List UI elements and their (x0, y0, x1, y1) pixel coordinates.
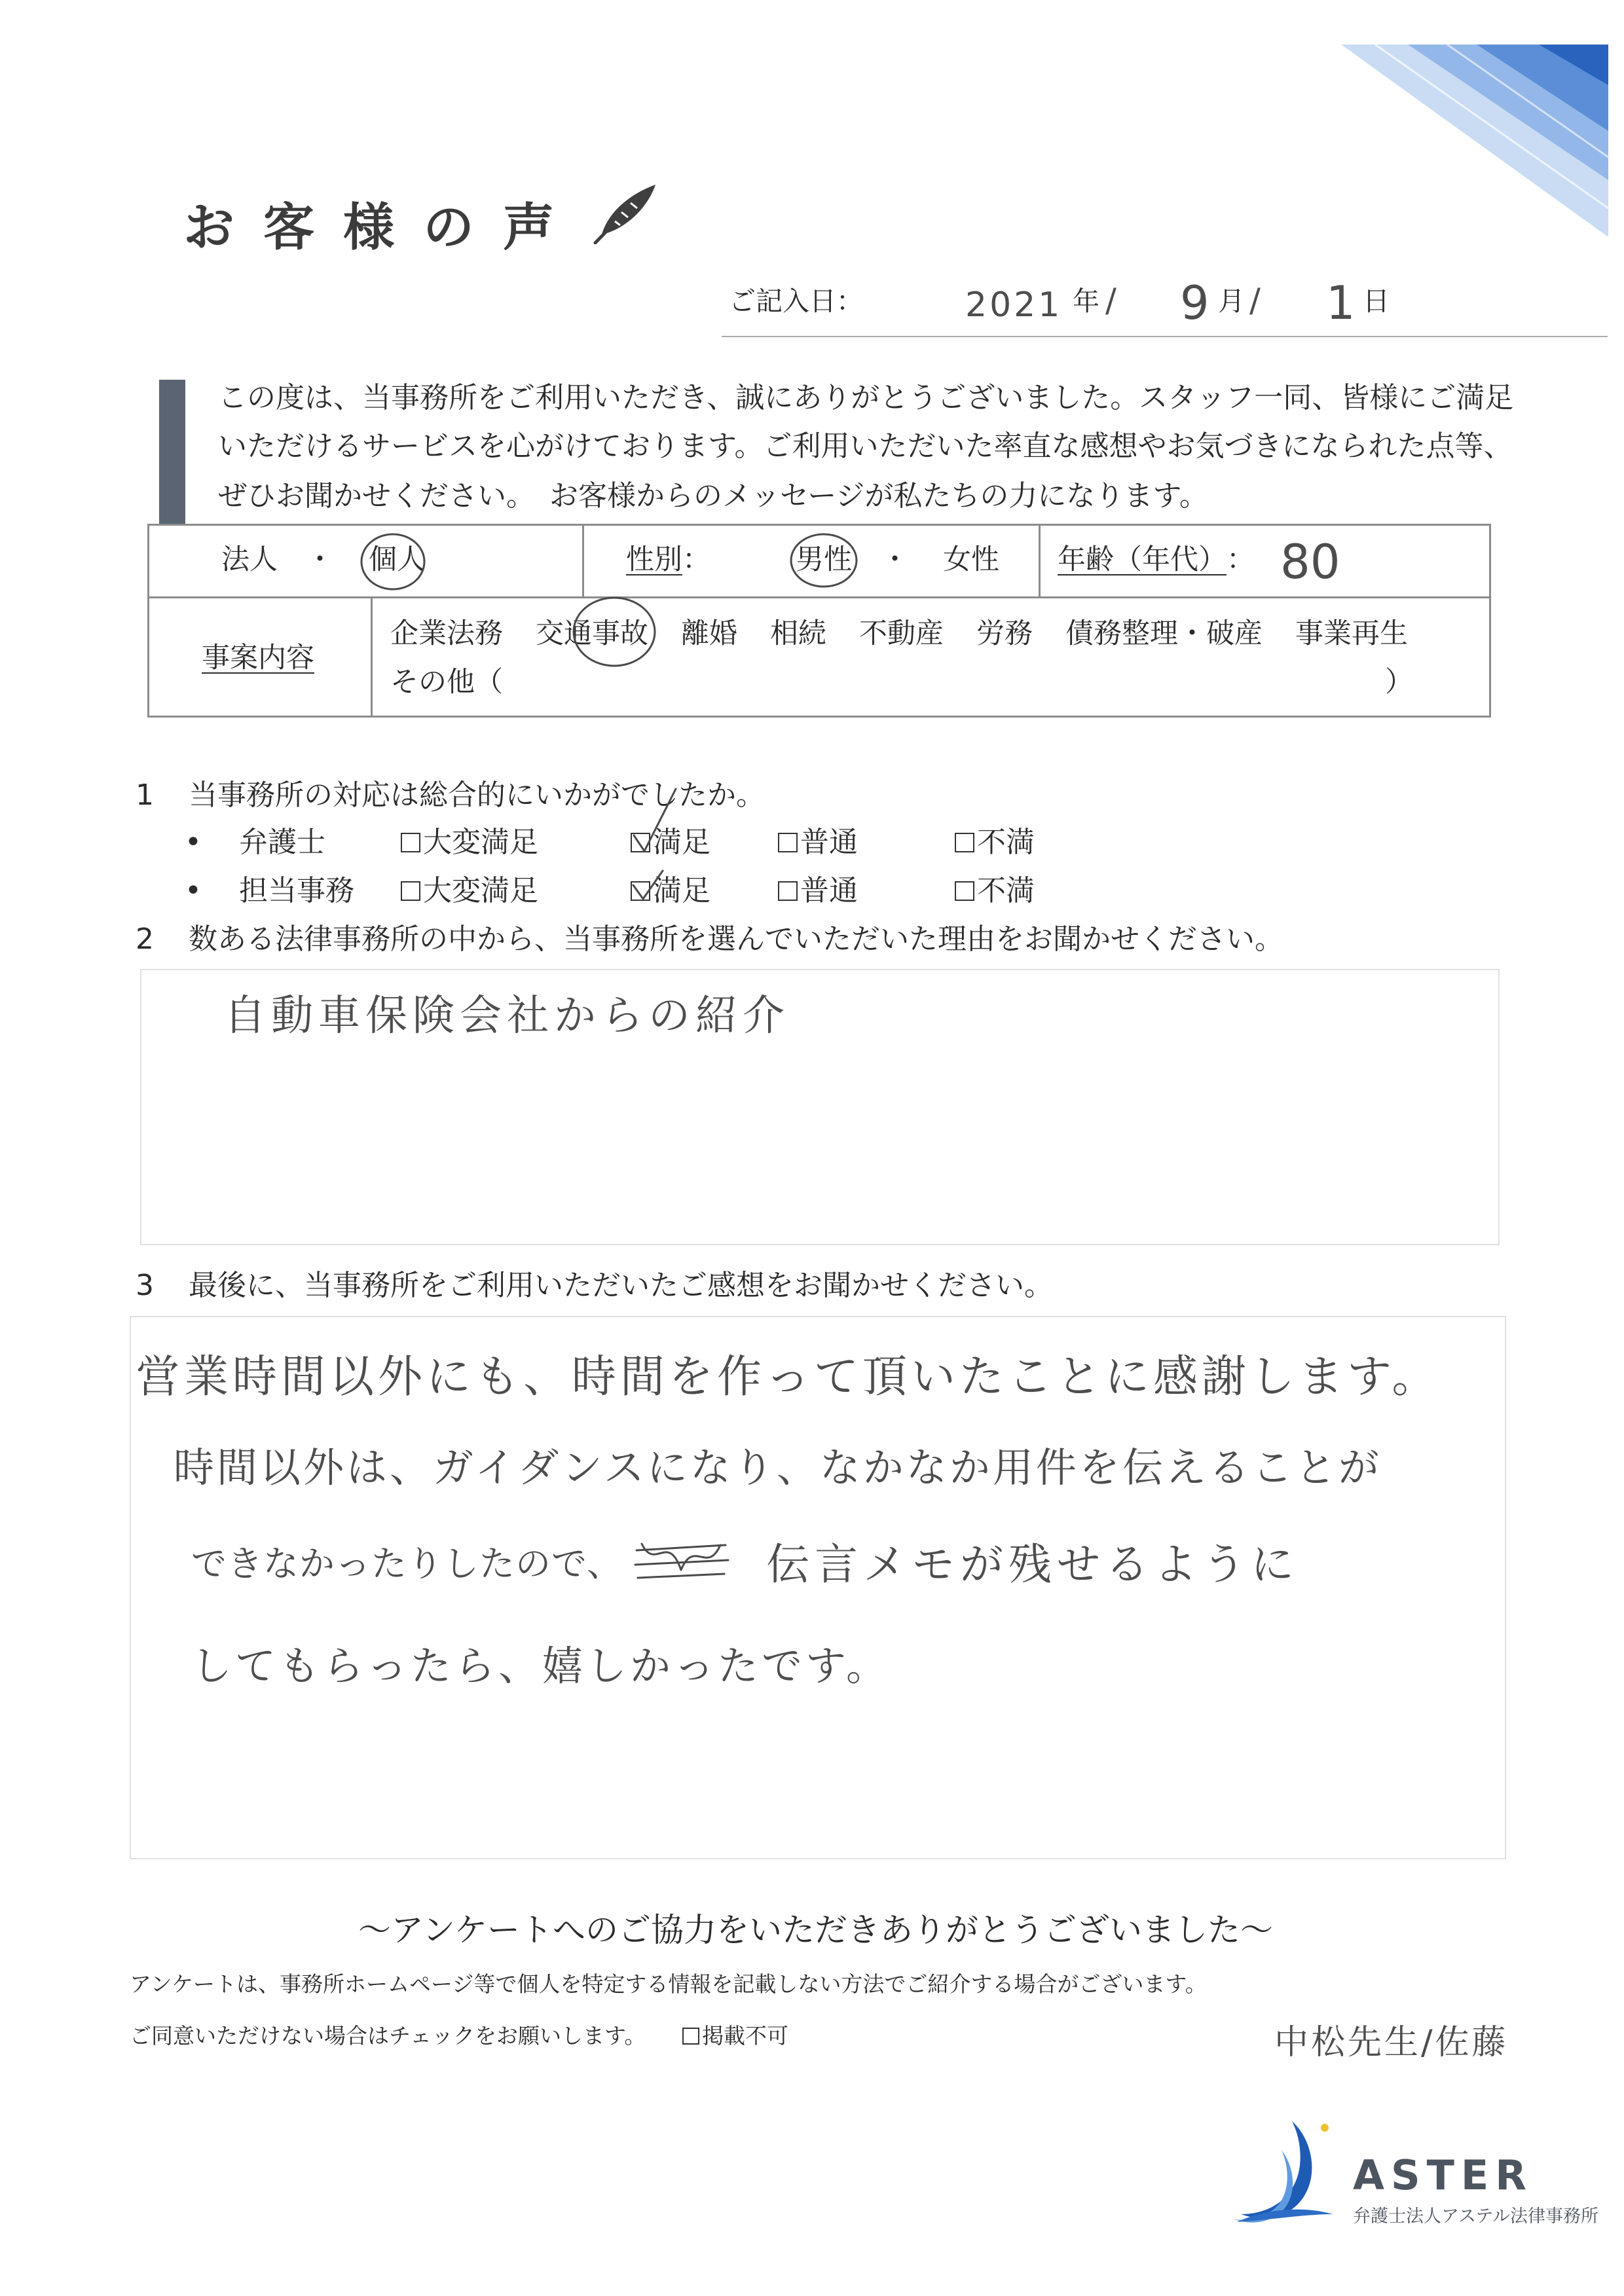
opt-out-label: 掲載不可 (702, 2023, 788, 2049)
table-divider (582, 524, 584, 597)
rating-option-label: 大変満足 (423, 874, 538, 907)
checkbox[interactable] (778, 881, 798, 901)
rating-option-label: 普通 (800, 874, 858, 907)
page-title: お客様の声 (183, 198, 583, 257)
rating-option-label: 不満 (977, 874, 1035, 907)
table-divider (371, 597, 373, 718)
case-option: 相続 (770, 617, 826, 650)
date-month-unit: 月 (1218, 285, 1245, 317)
question-text: 数ある法律事務所の中から、当事務所を選んでいただいた理由をお聞かせください。 (189, 922, 1283, 956)
case-option: 交通事故 (536, 617, 648, 650)
rating-option-label: 普通 (800, 826, 858, 859)
bullet: • (185, 826, 202, 859)
gender-option-male: 男性 (796, 543, 852, 576)
feather-icon (593, 182, 658, 244)
table-divider (147, 596, 1491, 598)
gender-label: 性別 (626, 543, 682, 576)
date-day-value: 1 (1326, 276, 1356, 330)
checkbox[interactable] (631, 833, 650, 852)
checkbox[interactable] (401, 833, 420, 852)
case-option: 不動産 (859, 617, 944, 650)
rating-option-label: 満足 (653, 826, 710, 859)
date-label: ご記入日： (729, 285, 863, 317)
question-text: 最後に、当事務所をご利用いただいたご感想をお聞かせください。 (189, 1269, 1053, 1302)
handwritten-answer-line: 営業時間以外にも、時間を作って頂いたことに感謝します。 (136, 1351, 1441, 1403)
entity-option-individual: 個人 (369, 543, 425, 576)
case-option: 事業再生 (1295, 617, 1408, 650)
table-divider (1039, 524, 1041, 597)
case-option: 債務整理・破産 (1065, 617, 1263, 650)
gender-field-label (626, 543, 710, 576)
handwritten-answer-line: 伝言メモが残せるように (766, 1539, 1299, 1590)
thanks-message: ～アンケートへのご協力をいただきありがとうございました～ (358, 1911, 1273, 1949)
question-number: 1 (136, 778, 154, 812)
rating-option (401, 874, 538, 907)
intro-line: いただけるサービスを心がけております。ご利用いただいた率直な感想やお気づきになられた点等、 (218, 429, 1513, 463)
date-day-unit: 日 (1363, 285, 1390, 317)
entity-option-corporate: 法人 (221, 543, 278, 576)
gender-separator: ・ (881, 543, 909, 576)
rating-option (778, 828, 858, 857)
rating-option-label: 満足 (653, 874, 710, 907)
aster-swoosh-icon (1234, 2116, 1336, 2227)
intro-line: ぜひお聞かせください。 お客様からのメッセージが私たちの力になります。 (218, 479, 1208, 513)
corner-decoration (1336, 39, 1611, 242)
case-option: 企業法務 (390, 617, 503, 650)
rating-option (955, 874, 1035, 907)
rating-option-label: 大変満足 (423, 826, 538, 859)
rating-option (955, 828, 1035, 857)
case-type-label: 事案内容 (202, 642, 314, 674)
question-text: 当事務所の対応は総合的にいかがでしたか。 (189, 778, 765, 812)
date-year-value: 2021 (965, 285, 1063, 325)
rating-option (631, 828, 710, 857)
checkbox[interactable] (955, 833, 974, 852)
checkbox[interactable] (778, 833, 798, 852)
bullet: • (185, 874, 202, 907)
date-slash: / (1105, 282, 1116, 319)
consent-notice: ご同意いただけない場合はチェックをお願いします。 (130, 2023, 646, 2049)
gender-colon: ： (682, 543, 710, 576)
date-year-unit: 年 (1073, 285, 1099, 317)
age-value: 80 (1280, 534, 1340, 589)
rating-option (401, 828, 538, 857)
date-underline (722, 336, 1608, 337)
rating-option-label: 不満 (977, 826, 1035, 859)
intro-accent-bar (159, 380, 185, 524)
staff-note: 中松先生/佐藤 (1274, 2023, 1509, 2062)
intro-line: この度は、当事務所をご利用いただき、誠にありがとうございました。スタッフ一同、皆様にご満足 (218, 381, 1514, 414)
checkbox[interactable] (401, 881, 420, 901)
opt-out-option (682, 2025, 788, 2047)
logo-wordmark: ASTER (1353, 2151, 1534, 2199)
age-field-label (1058, 543, 1255, 576)
handwritten-answer-line: できなかったりしたので、 (191, 1543, 623, 1584)
publication-notice: アンケートは、事務所ホームページ等で個人を特定する情報を記載しない方法でご紹介する場合がございます。 (130, 1971, 1207, 1997)
case-option: 労務 (976, 617, 1033, 650)
case-option: 離婚 (681, 617, 737, 650)
date-month-value: 9 (1180, 276, 1209, 330)
logo-subtitle: 弁護士法人アステル法律事務所 (1353, 2206, 1599, 2227)
rating-row-label: 弁護士 (239, 826, 325, 859)
age-label: 年齢（年代） (1058, 543, 1227, 576)
entity-separator: ・ (306, 543, 334, 576)
gender-option-female: 女性 (943, 543, 999, 576)
handwritten-answer: 自動車保険会社からの紹介 (224, 992, 790, 1040)
checkbox[interactable] (631, 881, 650, 901)
checkbox[interactable] (682, 2028, 699, 2045)
date-slash: / (1249, 282, 1261, 319)
handwritten-answer-line: してもらったら、嬉しかったです。 (191, 1642, 891, 1690)
age-colon: ： (1227, 543, 1255, 576)
case-other-open: その他（ (390, 666, 503, 699)
handwritten-answer-line: 時間以外は、ガイダンスになり、なかなか用件を伝えることが (174, 1444, 1382, 1491)
rating-option (778, 874, 858, 907)
case-type-options (390, 617, 1408, 650)
rating-row-label: 担当事務 (239, 874, 354, 907)
case-other-close: ） (1385, 666, 1413, 699)
question-number: 3 (136, 1269, 154, 1302)
checkbox[interactable] (955, 881, 974, 901)
rating-option (631, 874, 710, 907)
question-number: 2 (136, 922, 154, 956)
